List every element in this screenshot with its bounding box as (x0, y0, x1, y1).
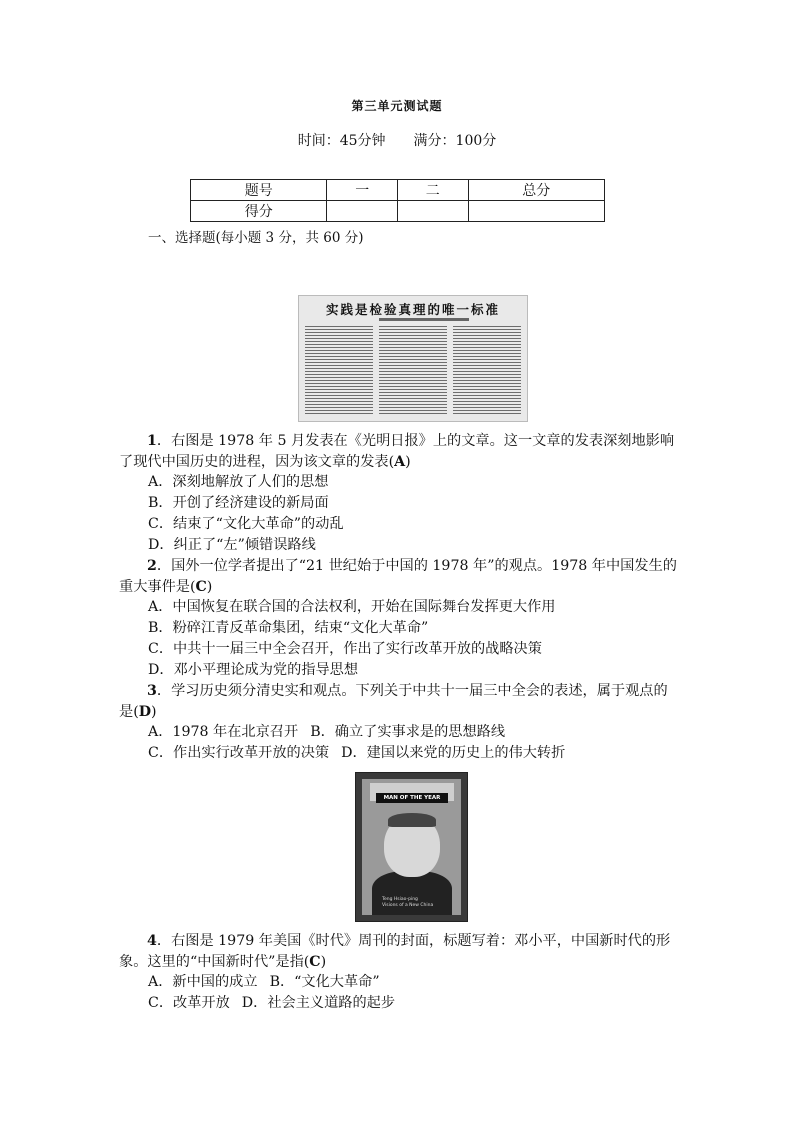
cover-caption (382, 897, 433, 909)
question-text: ．学习历史须分清史实和观点。下列关于中共十一届三中全会的表述，属于观点的是( (119, 683, 668, 720)
option: C．改革开放 (148, 995, 230, 1011)
newspaper-headline: 实践是检验真理的唯一标准 (325, 302, 500, 317)
option: B．“文化大革命” (269, 974, 380, 990)
table-row (191, 201, 605, 222)
option: B．粉碎江青反革命集团，结束“文化大革命” (148, 620, 429, 636)
page-title: 第三单元测试题 (351, 99, 443, 113)
newspaper-column (379, 326, 447, 416)
section-heading: 一、选择题(每小题 3 分，共 60 分) (148, 230, 364, 246)
option: A．新中国的成立 (148, 974, 258, 990)
option-row (148, 722, 505, 742)
cover-caption-name: Teng Hsiao-ping (382, 897, 418, 902)
option: D．邓小平理论成为党的指导思想 (148, 662, 359, 678)
table-cell: 一 (327, 180, 398, 201)
cover-background (362, 779, 461, 915)
question-text: ．右图是 1978 年 5 月发表在《光明日报》上的文章。这一文章的发表深刻地影响了现代中国历史的进程，因为该文章的发表( (119, 433, 675, 470)
option: B．确立了实事求是的思想路线 (310, 724, 506, 740)
table-row (191, 180, 605, 201)
question-answer: A (394, 454, 406, 470)
option: A．中国恢复在联合国的合法权利，开始在国际舞台发挥更大作用 (148, 599, 556, 615)
question-3 (119, 681, 677, 723)
table-cell (468, 201, 604, 222)
question-2 (119, 556, 677, 598)
question-number: 4 (147, 933, 157, 949)
option-row (148, 972, 380, 992)
question-number: 3 (147, 683, 157, 699)
table-cell: 总分 (468, 180, 604, 201)
exam-time: 时间：45分钟 (297, 133, 386, 149)
question-close: ) (405, 454, 411, 470)
option: C．作出实行改革开放的决策 (148, 745, 330, 761)
question-close: ) (320, 954, 327, 970)
exam-meta (0, 130, 794, 150)
table-cell: 二 (397, 180, 468, 201)
cover-caption-subtitle: Visions of a New China (382, 903, 434, 908)
question-1 (119, 431, 677, 473)
newspaper-image (298, 295, 528, 422)
table-cell: 题号 (191, 180, 327, 201)
question-text: ．右图是 1979 年美国《时代》周刊的封面，标题写着：邓小平，中国新时代的形象。这里的“中国新时代”是指( (119, 933, 671, 970)
newspaper-subhead-line (379, 318, 469, 321)
option-row (148, 993, 395, 1013)
question-answer: C (195, 579, 207, 595)
option: D．纠正了“左”倾错误路线 (148, 537, 316, 553)
table-cell (397, 201, 468, 222)
table-cell (327, 201, 398, 222)
question-answer: D (138, 704, 152, 720)
option: C．结束了“文化大革命”的动乱 (148, 516, 344, 532)
option-row (148, 743, 565, 763)
question-number: 1 (147, 433, 157, 449)
cover-band: MAN OF THE YEAR (376, 793, 448, 803)
question-number: 2 (147, 558, 157, 574)
option: B．开创了经济建设的新局面 (148, 495, 329, 511)
question-close: ) (151, 704, 157, 720)
option: A．1978 年在北京召开 (148, 724, 299, 740)
time-magazine-cover-image (355, 772, 468, 922)
newspaper-column (305, 326, 373, 416)
option: D．建国以来党的历史上的伟大转折 (341, 745, 566, 761)
newspaper-column (453, 326, 521, 416)
question-text: ．国外一位学者提出了“21 世纪始于中国的 1978 年”的观点。1978 年中国发生的重大事件是( (119, 558, 677, 595)
question-answer: C (309, 954, 321, 970)
option: A．深刻地解放了人们的思想 (148, 474, 329, 490)
option: D．社会主义道路的起步 (241, 995, 396, 1011)
exam-full-score: 满分：100分 (413, 133, 497, 149)
option: C．中共十一届三中全会召开，作出了实行改革开放的战略决策 (148, 641, 542, 657)
score-table (190, 179, 605, 222)
question-close: ) (206, 579, 213, 595)
portrait-hair (388, 813, 436, 827)
question-4 (119, 931, 677, 973)
table-cell: 得分 (191, 201, 327, 222)
